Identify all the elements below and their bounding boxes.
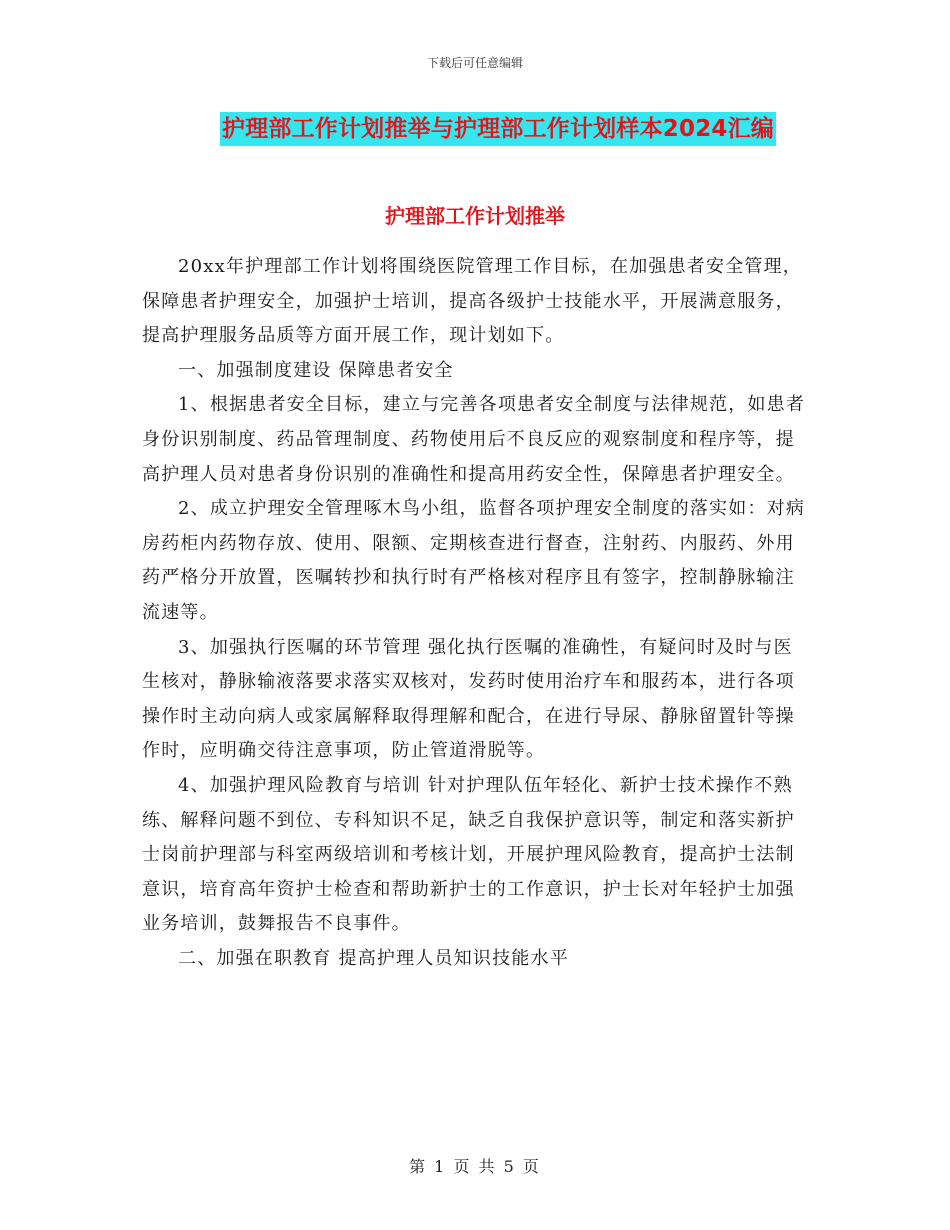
body-paragraph-4: 4、加强护理风险教育与培训 针对护理队伍年轻化、新护士技术操作不熟练、解释问题不到位、专科知识不足，缺乏自我保护意识等，制定和落实新护士岗前护理部与科室两级培训和考核计划，开展护理风险教育，提高护士法制意识，培育高年资护士检查和帮助新护士的工作意识，护士长对年轻护士加强业务培训，鼓舞报告不良事件。 xyxy=(142,774,795,935)
document-body xyxy=(142,250,810,976)
page-number-footer: 第 1 页 共 5 页 xyxy=(409,1157,541,1176)
body-heading-2: 二、加强在职教育 提高护理人员知识技能水平 xyxy=(178,947,569,969)
body-paragraph-2: 2、成立护理安全管理啄木鸟小组，监督各项护理安全制度的落实如：对病房药柜内药物存放、使用、限额、定期核查进行督查，注射药、内服药、外用药严格分开放置，医嘱转抄和执行时有严格核对程序且有签字，控制静脉输注流速等。 xyxy=(142,498,806,623)
body-paragraph-1: 1、根据患者安全目标，建立与完善各项患者安全制度与法律规范，如患者身份识别制度、药品管理制度、药物使用后不良反应的观察制度和程序等，提高护理人员对患者身份识别的准确性和提高用药安全性，保障患者护理安全。 xyxy=(142,394,806,485)
body-paragraph-intro: 20xx年护理部工作计划将围绕医院管理工作目标，在加强患者安全管理，保障患者护理安全，加强护士培训，提高各级护士技能水平，开展满意服务，提高护理服务品质等方面开展工作，现计划如下。 xyxy=(142,256,803,347)
document-title-wrapper xyxy=(0,112,950,146)
section-title: 护理部工作计划推举 xyxy=(385,204,565,228)
header-note: 下载后可任意编辑 xyxy=(426,56,523,70)
body-paragraph-3: 3、加强执行医嘱的环节管理 强化执行医嘱的准确性，有疑问时及时与医生核对，静脉输液落要求落实双核对，发药时使用治疗车和服药本，进行各项操作时主动向病人或家属解释取得理解和配合，在进行导尿、静脉留置针等操作时，应明确交待注意事项，防止管道滑脱等。 xyxy=(142,636,795,762)
body-heading-1: 一、加强制度建设 保障患者安全 xyxy=(178,359,454,381)
document-title: 护理部工作计划推举与护理部工作计划样本2024汇编 xyxy=(220,112,776,146)
